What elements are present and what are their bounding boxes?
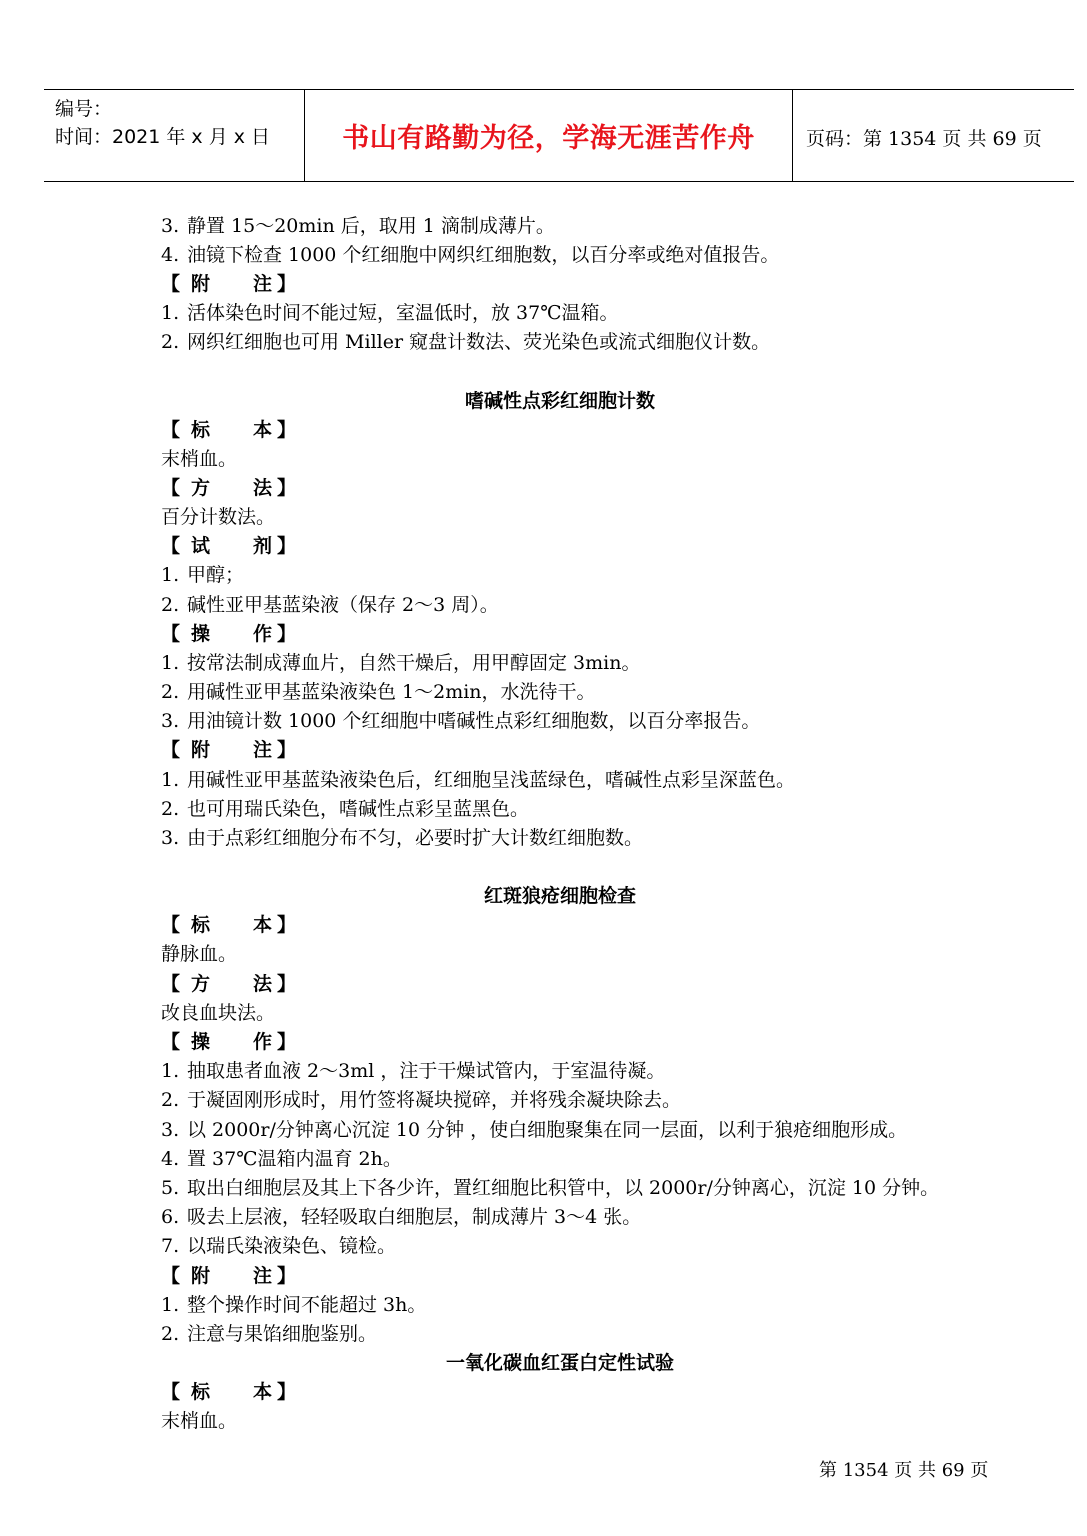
- text-line: 2. 注意与果馅细胞鉴别。: [161, 1323, 378, 1345]
- text-line: 2. 也可用瑞氏染色，嗜碱性点彩呈蓝黑色。: [161, 798, 530, 820]
- header-page-label: 页码：第 1354 页 共 69 页: [806, 128, 1042, 150]
- text-line: 4. 置 37℃温箱内温育 2h。: [161, 1148, 402, 1170]
- section-title-lupus-cells: 红斑狼疮细胞检查: [483, 885, 636, 907]
- section-heading-reagents: 【 试 剂 】: [161, 535, 297, 557]
- section-heading-notes: 【 附 注 】: [161, 273, 297, 295]
- section-heading-method: 【 方 法 】: [161, 973, 297, 995]
- section-heading-procedure: 【 操 作 】: [161, 623, 297, 645]
- header-left-cell: [44, 90, 305, 181]
- section-heading-notes: 【 附 注 】: [161, 1265, 297, 1287]
- item-number: 4.: [161, 244, 180, 266]
- section-heading-notes: 【 附 注 】: [161, 739, 297, 761]
- item-number: 1.: [161, 302, 180, 324]
- text-line: 5. 取出白细胞层及其上下各少许，置红细胞比积管中，以 2000r/分钟离心，沉淀 10 分钟。: [161, 1177, 940, 1199]
- text-line: 2. 碱性亚甲基蓝染液（保存 2～3 周）。: [161, 594, 499, 616]
- text-line: 3. 用油镜计数 1000 个红细胞中嗜碱性点彩红细胞数，以百分率报告。: [161, 710, 761, 732]
- section-heading-specimen: 【 标 本 】: [161, 914, 297, 936]
- item-number: 2.: [161, 331, 180, 353]
- text-line: 3. 以 2000r/分钟离心沉淀 10 分钟 ，使白细胞聚集在同一层面，以利于狼疮细胞形成。: [161, 1119, 908, 1141]
- text-line: 7. 以瑞氏染液染色、镜检。: [161, 1235, 397, 1257]
- section-title-basophilic-stippling: 嗜碱性点彩红细胞计数: [464, 390, 655, 412]
- text-line: 静脉血。: [161, 943, 238, 965]
- text-line: 1. 按常法制成薄血片，自然干燥后，用甲醇固定 3min。: [161, 652, 641, 674]
- section-heading-procedure: 【 操 作 】: [161, 1031, 297, 1053]
- text-line: 末梢血。: [161, 448, 238, 470]
- text-line: 2. 用碱性亚甲基蓝染液染色 1～2min，水洗待干。: [161, 681, 596, 703]
- item-text: 油镜下检查 1000 个红细胞中网织红细胞数，以百分率或绝对值报告。: [187, 244, 780, 266]
- text-line: [161, 243, 779, 267]
- text-line: [161, 330, 770, 354]
- text-line: 1. 甲醇；: [161, 564, 245, 586]
- item-text: 网织红细胞也可用 Miller 窥盘计数法、荧光染色或流式细胞仪计数。: [187, 331, 771, 353]
- item-number: 3.: [161, 215, 180, 237]
- text-line: 末梢血。: [161, 1410, 238, 1432]
- header-right-cell: [793, 90, 1074, 181]
- text-line: [161, 301, 618, 325]
- text-line: 改良血块法。: [161, 1002, 276, 1024]
- page-header: [44, 89, 1074, 182]
- item-text: 静置 15～20min 后，取用 1 滴制成薄片。: [187, 215, 555, 237]
- section-title-carboxyhemoglobin: 一氧化碳血红蛋白定性试验: [445, 1352, 674, 1374]
- header-motto: 书山有路勤为径，学海无涯苦作舟: [305, 90, 793, 181]
- text-line: 3. 由于点彩红细胞分布不匀，必要时扩大计数红细胞数。: [161, 827, 644, 849]
- text-line: [161, 214, 555, 238]
- date-label: 时间：2021 年 x 月 x 日: [55, 126, 271, 148]
- text-line: 1. 用碱性亚甲基蓝染液染色后，红细胞呈浅蓝绿色，嗜碱性点彩呈深蓝色。: [161, 769, 796, 791]
- text-line: 百分计数法。: [161, 506, 276, 528]
- text-line: 1. 整个操作时间不能超过 3h。: [161, 1294, 427, 1316]
- text-line: 6. 吸去上层液，轻轻吸取白细胞层，制成薄片 3～4 张。: [161, 1206, 642, 1228]
- section-heading-method: 【 方 法 】: [161, 477, 297, 499]
- section-heading-specimen: 【 标 本 】: [161, 419, 297, 441]
- section-heading-specimen: 【 标 本 】: [161, 1381, 297, 1403]
- page-footer: 第 1354 页 共 69 页: [819, 1460, 989, 1481]
- document-number-label: 编号：: [55, 98, 113, 120]
- text-line: 1. 抽取患者血液 2～3ml ，注于干燥试管内，于室温待凝。: [161, 1060, 666, 1082]
- text-line: 2. 于凝固刚形成时，用竹签将凝块搅碎，并将残余凝块除去。: [161, 1089, 682, 1111]
- item-text: 活体染色时间不能过短，室温低时，放 37℃温箱。: [187, 302, 619, 324]
